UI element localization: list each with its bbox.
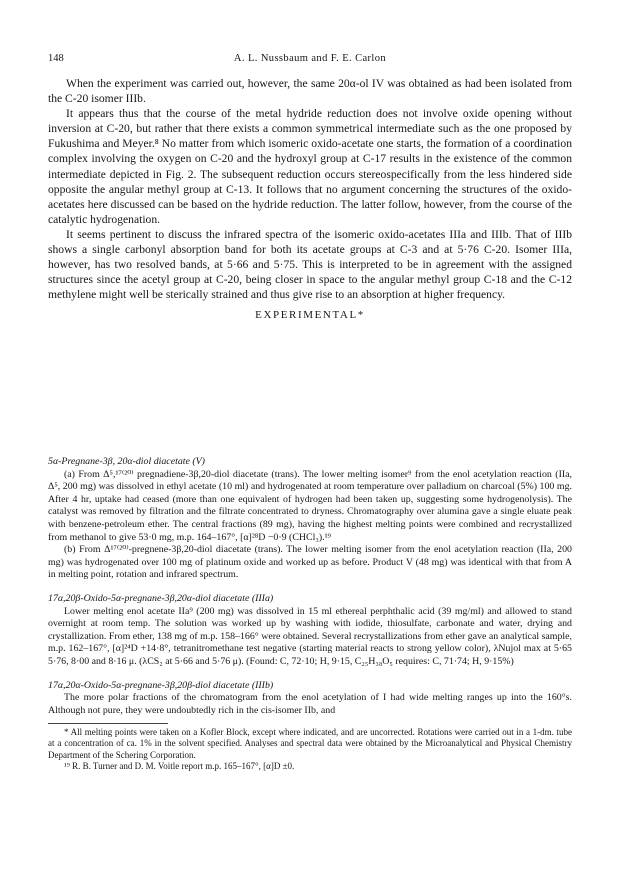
page-number: 148 [48,53,64,64]
procedure-iiib: The more polar fractions of the chromatogram from the enol acetylation of I had wide melting ranges up into the 160°s. Although not pure, they were undoubtedly rich in the cis-isomer IIb, and [48,692,572,716]
section-heading: EXPERIMENTAL* [255,309,365,322]
footnote-general: * All melting points were taken on a Kofler Block, except where indicated, and are uncorrected. Rotations were carried out in a 1-dm. tube at a concentration of ca. 1% in the solvent specified. Analyses and spectral data were obtained by the Microanalytical and Physical Chemistry Department of the Schering Corporation. [48,727,572,760]
page-header [48,52,572,66]
procedure-b: (b) From Δ¹⁷⁽²⁰⁾-pregnene-3β,20-diol diacetate (trans). The lower melting isomer from the enol acetylation reaction (IIa, 200 mg) was hydrogenated over 100 mg of platinum oxide and worked up as before. Product V (48 mg) was identical with that from A in melting point, rotation and infrared spectrum. [48,544,572,581]
procedure-iiia: Lower melting enol acetate IIa⁹ (200 mg) was dissolved in 15 ml ethereal perphthalic acid (39 mg/ml) and allowed to stand overnight at room temp. The solution was worked up by washing with iodide, thiosulfate, carbonate and water, drying and crystallization. From ether, 138 mg of m.p. 158–166° were obtained. Several recrystallizations from ether gave an analytical sample, m.p. 162–167°, [α]²⁴D +14·8°, tetranitromethane test negative (starting material reacts to strong yellow color), λNujol max at 5·65 5·76, 8·00 and 8·16 μ. (λCS₂ at 5·66 and 5·76 μ). (Found: C, 72·10; H, 9·15, C₂₅H₃₈O₅ requires: C, 71·74; H, 9·15%) [48,605,572,667]
subsection-title-v: 5α-Pregnane-3β, 20α-diol diacetate (V) [48,456,205,467]
subsection-title-iiia: 17α,20β-Oxido-5α-pregnane-3β,20α-diol diacetate (IIIa) [48,592,274,604]
main-text [48,76,572,328]
running-title: A. L. Nussbaum and F. E. Carlon [233,53,387,64]
footnote-divider [48,723,168,724]
footnote-19: ¹⁹ R. B. Turner and D. M. Voitle report m.p. 165–167°, [α]D ±0. [64,760,295,771]
subsection-title-iiib: 17α,20α-Oxido-5α-pregnane-3β,20β-diol diacetate (IIIb) [48,679,274,691]
experimental-section [48,454,572,772]
paragraph-1: When the experiment was carried out, however, the same 20α-ol IV was obtained as had been isolated from the C-20 isomer IIIb. [48,77,572,106]
paragraph-3: It seems pertinent to discuss the infrared spectra of the isomeric oxido-acetates IIIa and IIIb. That of IIIb shows a single carbonyl absorption band for both its acetate groups at C-3 and at 5·76 C-20. Isomer IIIa, however, has two resolved bands, at 5·66 and 5·75. This is interpreted to be in agreement with the assigned structures since the acetyl group at C-20, being closer in space to the angular methyl group C-18 and the C-12 methylene might well be sterically strained and thus give rise to an absorption at higher frequency. [48,227,572,302]
procedure-a: (a) From Δ⁵,¹⁷⁽²⁰⁾ pregnadiene-3β,20-diol diacetate (trans). The lower melting isomer⁹ from the enol acetylation reaction (IIa, Δ⁵, 200 mg) was dissolved in ethyl acetate (10 ml) and hydrogenated at room temperature over palladium on charcoal (5%) 100 mg. After 4 hr, uptake had ceased (more than one equivalent of hydrogen had been taken up, suggesting some hydrogenolysis). The catalyst was removed by filtration and the filtrate concentrated to dryness. Chromatography over alumina gave a single eluate peak with benzene-petroleum ether. The central fractions (89 mg), having the highest melting points were combined and recrystallized from methanol to give 53·0 mg, m.p. 164–167°, [α]²⁸D −0·9 (CHCl₃).¹⁹ [48,468,572,543]
paragraph-2: It appears thus that the course of the metal hydride reduction does not involve oxide opening without inversion at C-20, but rather that there exists a common symmetrical intermediate such as the one proposed by Fukushima and Meyer.⁸ No matter from which isomeric oxido-acetate one starts, the formation of a coordination complex involving the oxygen on C-20 and the hydroxyl group at C-17 results in the existence of the common intermediate depicted in Fig. 2. The subsequent reduction occurs stereospecifically from the less hindered side opposite the angular methyl group at C-13. It follows that no argument concerning the structures of the oxido-acetates here discussed can be based on the hydride reduction. The latter follow, however, from the course of the catalytic hydrogenation. [48,107,572,226]
